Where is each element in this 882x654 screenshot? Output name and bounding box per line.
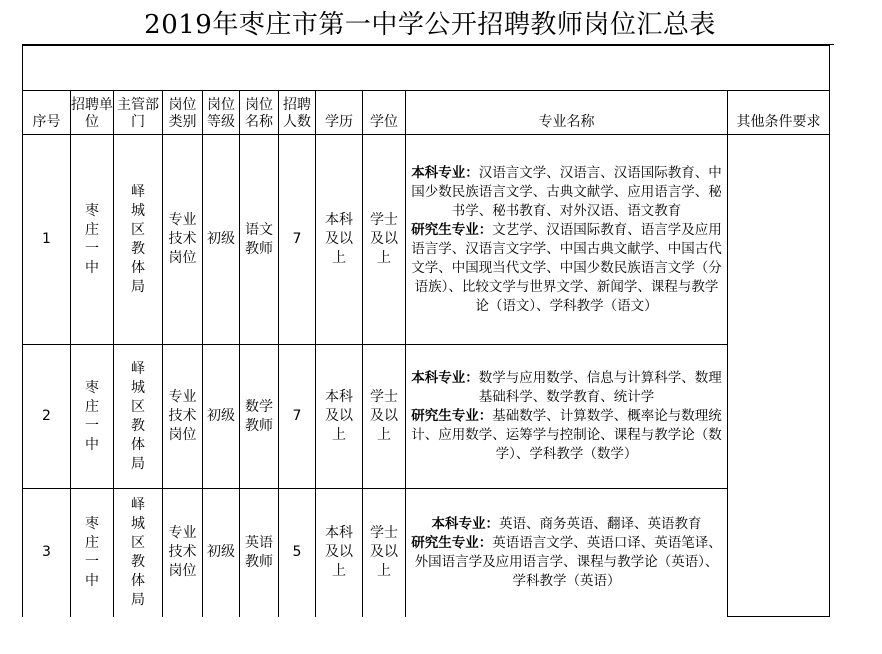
row-dept: 峄城区教体局 [114,345,163,489]
row-category: 专业技术岗位 [163,135,203,345]
row-education: 本科及以上 [316,489,363,617]
blank-cell [23,46,830,91]
undergrad-label: 本科专业： [431,515,499,532]
header-education: 学历 [316,91,363,135]
row-count: 7 [279,135,316,345]
row-degree: 学士及以上 [363,489,406,617]
grad-label: 研究生专业： [411,408,493,424]
header-post: 岗位名称 [240,91,279,135]
row-index: 1 [23,135,71,345]
undergrad-majors: 英语、商务英语、翻译、英语教育 [499,515,702,532]
header-level: 岗位等级 [203,91,240,135]
row-level: 初级 [203,135,240,345]
table-row [23,345,830,489]
undergrad-label: 本科专业： [411,370,479,386]
grad-label: 研究生专业： [411,534,493,551]
row-degree: 学士及以上 [363,135,406,345]
blank-row [23,46,830,91]
page-title: 2019年枣庄市第一中学公开招聘教师岗位汇总表 [144,10,716,40]
grad-majors: 英语语言文学、英语口译、英语笔译、外国语言学及应用语言学、课程与教学论（英语）、学科教学（英语） [414,534,722,589]
row-unit: 枣庄一中 [71,135,114,345]
row-other [728,135,830,617]
row-unit: 枣庄一中 [71,345,114,489]
row-education: 本科及以上 [316,135,363,345]
row-dept: 峄城区教体局 [114,135,163,345]
header-degree: 学位 [363,91,406,135]
row-major [406,135,728,345]
header-dept: 主管部门 [114,91,163,135]
recruitment-table [22,45,830,617]
grad-majors: 基础数学、计算数学、概率论与数理统计、应用数学、运筹学与控制论、课程与教学论（数学）、学科教学（数学） [411,408,722,462]
table-row [23,489,830,617]
header-other: 其他条件要求 [728,91,830,135]
row-education: 本科及以上 [316,345,363,489]
row-level: 初级 [203,489,240,617]
header-row [23,91,830,135]
undergrad-majors: 汉语言文学、汉语言、汉语国际教育、中国少数民族语言文学、古典文献学、应用语言学、秘书学、秘书教育、对外汉语、语文教育 [411,164,722,219]
row-count: 5 [279,489,316,617]
row-post: 语文教师 [240,135,279,345]
row-unit: 枣庄一中 [71,489,114,617]
header-category: 岗位类别 [163,91,203,135]
grad-majors: 文艺学、汉语国际教育、语言学及应用语言学、汉语言文字学、中国古典文献学、中国古代文学、中国现当代文学、中国少数民族语言文学（分语族）、比较文学与世界文学、新闻学、课程与教学论（语文）、学科教学（语文） [411,221,722,314]
header-index: 序号 [23,91,71,135]
header-major: 专业名称 [406,91,728,135]
undergrad-label: 本科专业： [411,164,479,181]
row-category: 专业技术岗位 [163,345,203,489]
table-row [23,135,830,345]
row-index: 3 [23,489,71,617]
row-category: 专业技术岗位 [163,489,203,617]
row-count: 7 [279,345,316,489]
row-index: 2 [23,345,71,489]
row-major [406,345,728,489]
undergrad-majors: 数学与应用数学、信息与计算科学、数理基础科学、数学教育、统计学 [478,370,722,405]
row-major [406,489,728,617]
row-post: 数学教师 [240,345,279,489]
row-level: 初级 [203,345,240,489]
row-post: 英语教师 [240,489,279,617]
row-degree: 学士及以上 [363,345,406,489]
header-count: 招聘人数 [279,91,316,135]
header-unit: 招聘单位 [71,91,114,135]
grad-label: 研究生专业： [411,221,493,238]
row-dept: 峄城区教体局 [114,489,163,617]
